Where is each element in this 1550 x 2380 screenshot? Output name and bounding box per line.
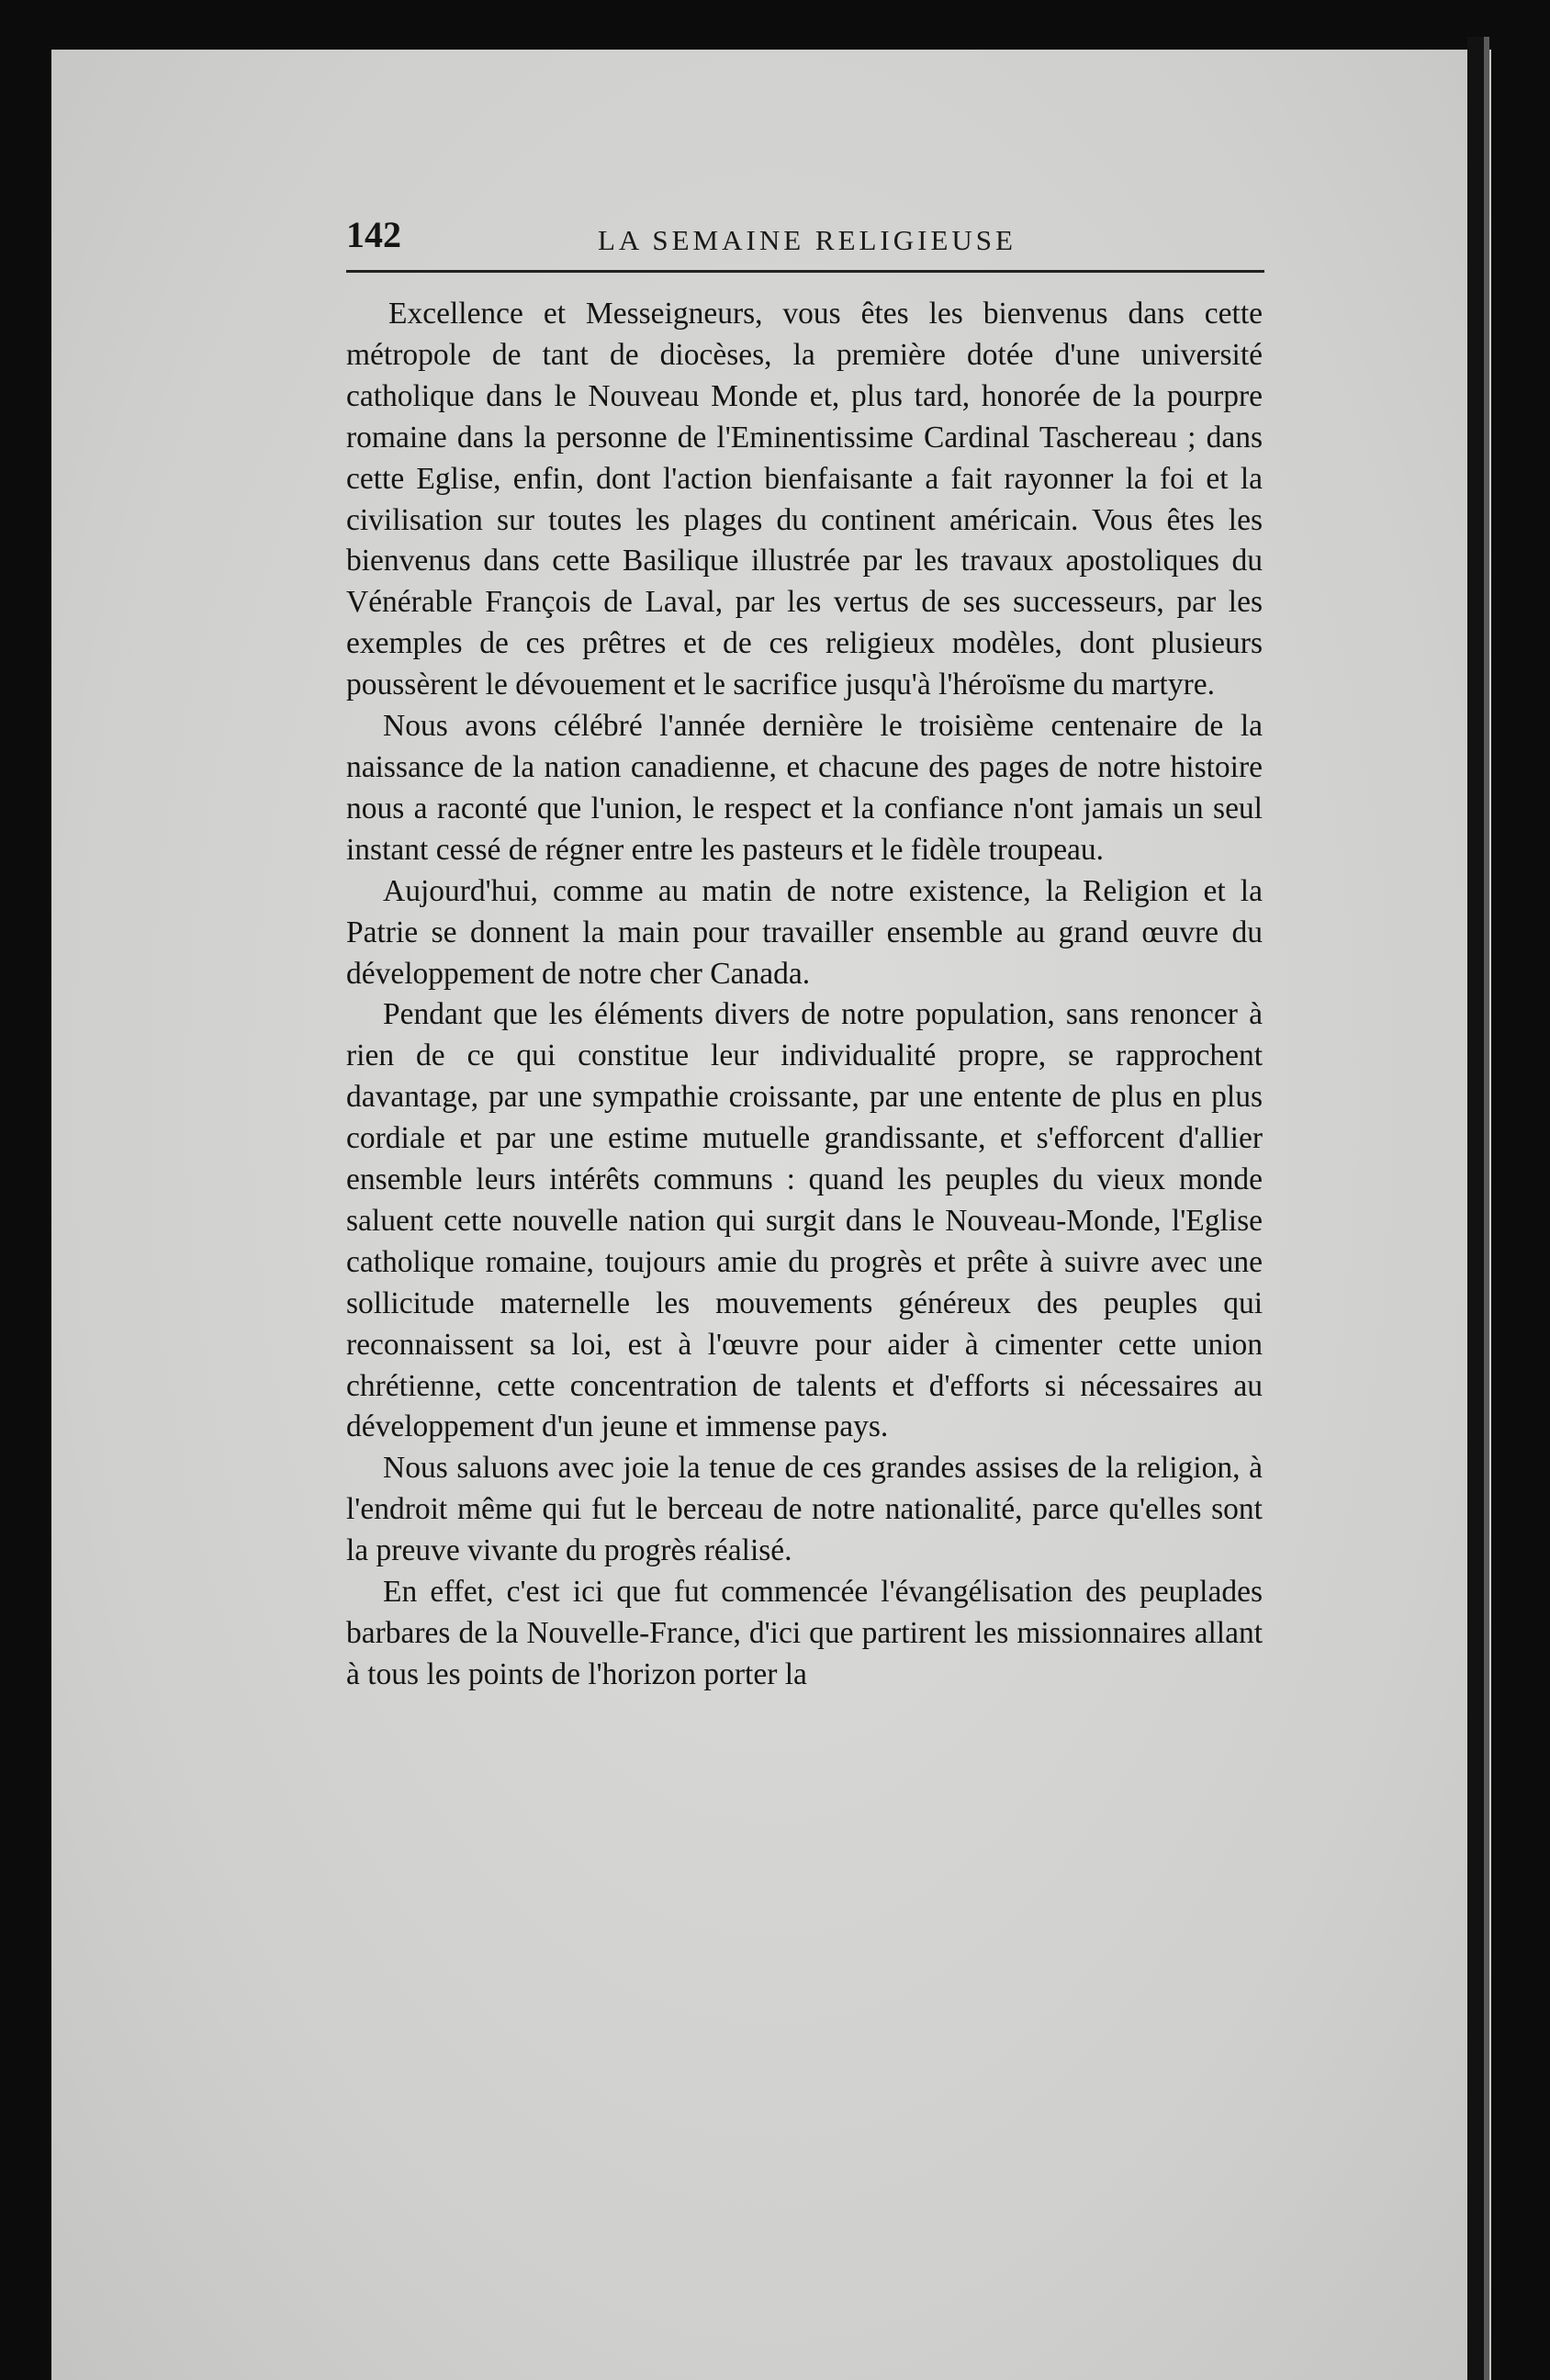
header-rule [346, 270, 1264, 273]
paragraph: Excellence et Messeigneurs, vous êtes les bienvenus dans cette métropole de tant de diocèses, la première dotée d'une université catholique dans le Nouveau Monde et, plus tard, honorée de la pourpre romaine dans la personne de l'Eminentissime Cardinal Taschereau ; dans cette Eglise, enfin, dont l'action bienfaisante a fait rayonner la foi et la civilisation sur toutes les plages du continent américain. Vous êtes les bienvenus dans cette Basilique illustrée par les travaux apostoliques du Vénérable François de Laval, par les vertus de ses successeurs, par les exemples de ces prêtres et de ces religieux modèles, dont plusieurs poussèrent le dévouement et le sacrifice jusqu'à l'héroïsme du martyre. [346, 297, 1263, 702]
running-title: LA SEMAINE RELIGIEUSE [598, 224, 1016, 256]
paragraph: En effet, c'est ici que fut commencée l'évangélisation des peuplades barbares de la Nouvelle-France, d'ici que partirent les missionnaires allant à tous les points de l'horizon porter la [346, 1575, 1263, 1691]
paragraph: Nous avons célébré l'année dernière le troisième centenaire de la naissance de la nation canadienne, et chacune des pages de notre histoire nous a raconté que l'union, le respect et la confiance n'ont jamais un seul instant cessé de régner entre les pasteurs et le fidèle troupeau. [346, 709, 1263, 867]
page-number: 142 [346, 214, 401, 255]
scan-border [1467, 37, 1484, 2380]
body-text [346, 294, 1263, 1696]
page-header [346, 213, 1283, 268]
paragraph: Aujourd'hui, comme au matin de notre existence, la Religion et la Patrie se donnent la main pour travailler ensemble au grand œuvre du développement de notre cher Canada. [346, 873, 1263, 991]
page-edge [1484, 37, 1489, 2380]
paragraph: Pendant que les éléments divers de notre population, sans renoncer à rien de ce qui constitue leur individualité propre, se rapprochent davantage, par une sympathie croissante, par une entente de plus en plus cordiale et par une estime mutuelle grandissante, et s'efforcent d'allier ensemble leurs intérêts communs : quand les peuples du vieux monde saluent cette nouvelle nation qui surgit dans le Nouveau-Monde, l'Eglise catholique romaine, toujours amie du progrès et prête à suivre avec une sollicitude maternelle les mouvements généreux des peuples qui reconnaissent sa loi, est à l'œuvre pour aider à cimenter cette union chrétienne, cette concentration de talents et d'efforts si nécessaires au développement d'un jeune et immense pays. [346, 997, 1263, 1444]
paragraph: Nous saluons avec joie la tenue de ces grandes assises de la religion, à l'endroit même qui fut le berceau de notre nationalité, parce qu'elles sont la preuve vivante du progrès réalisé. [346, 1451, 1263, 1568]
